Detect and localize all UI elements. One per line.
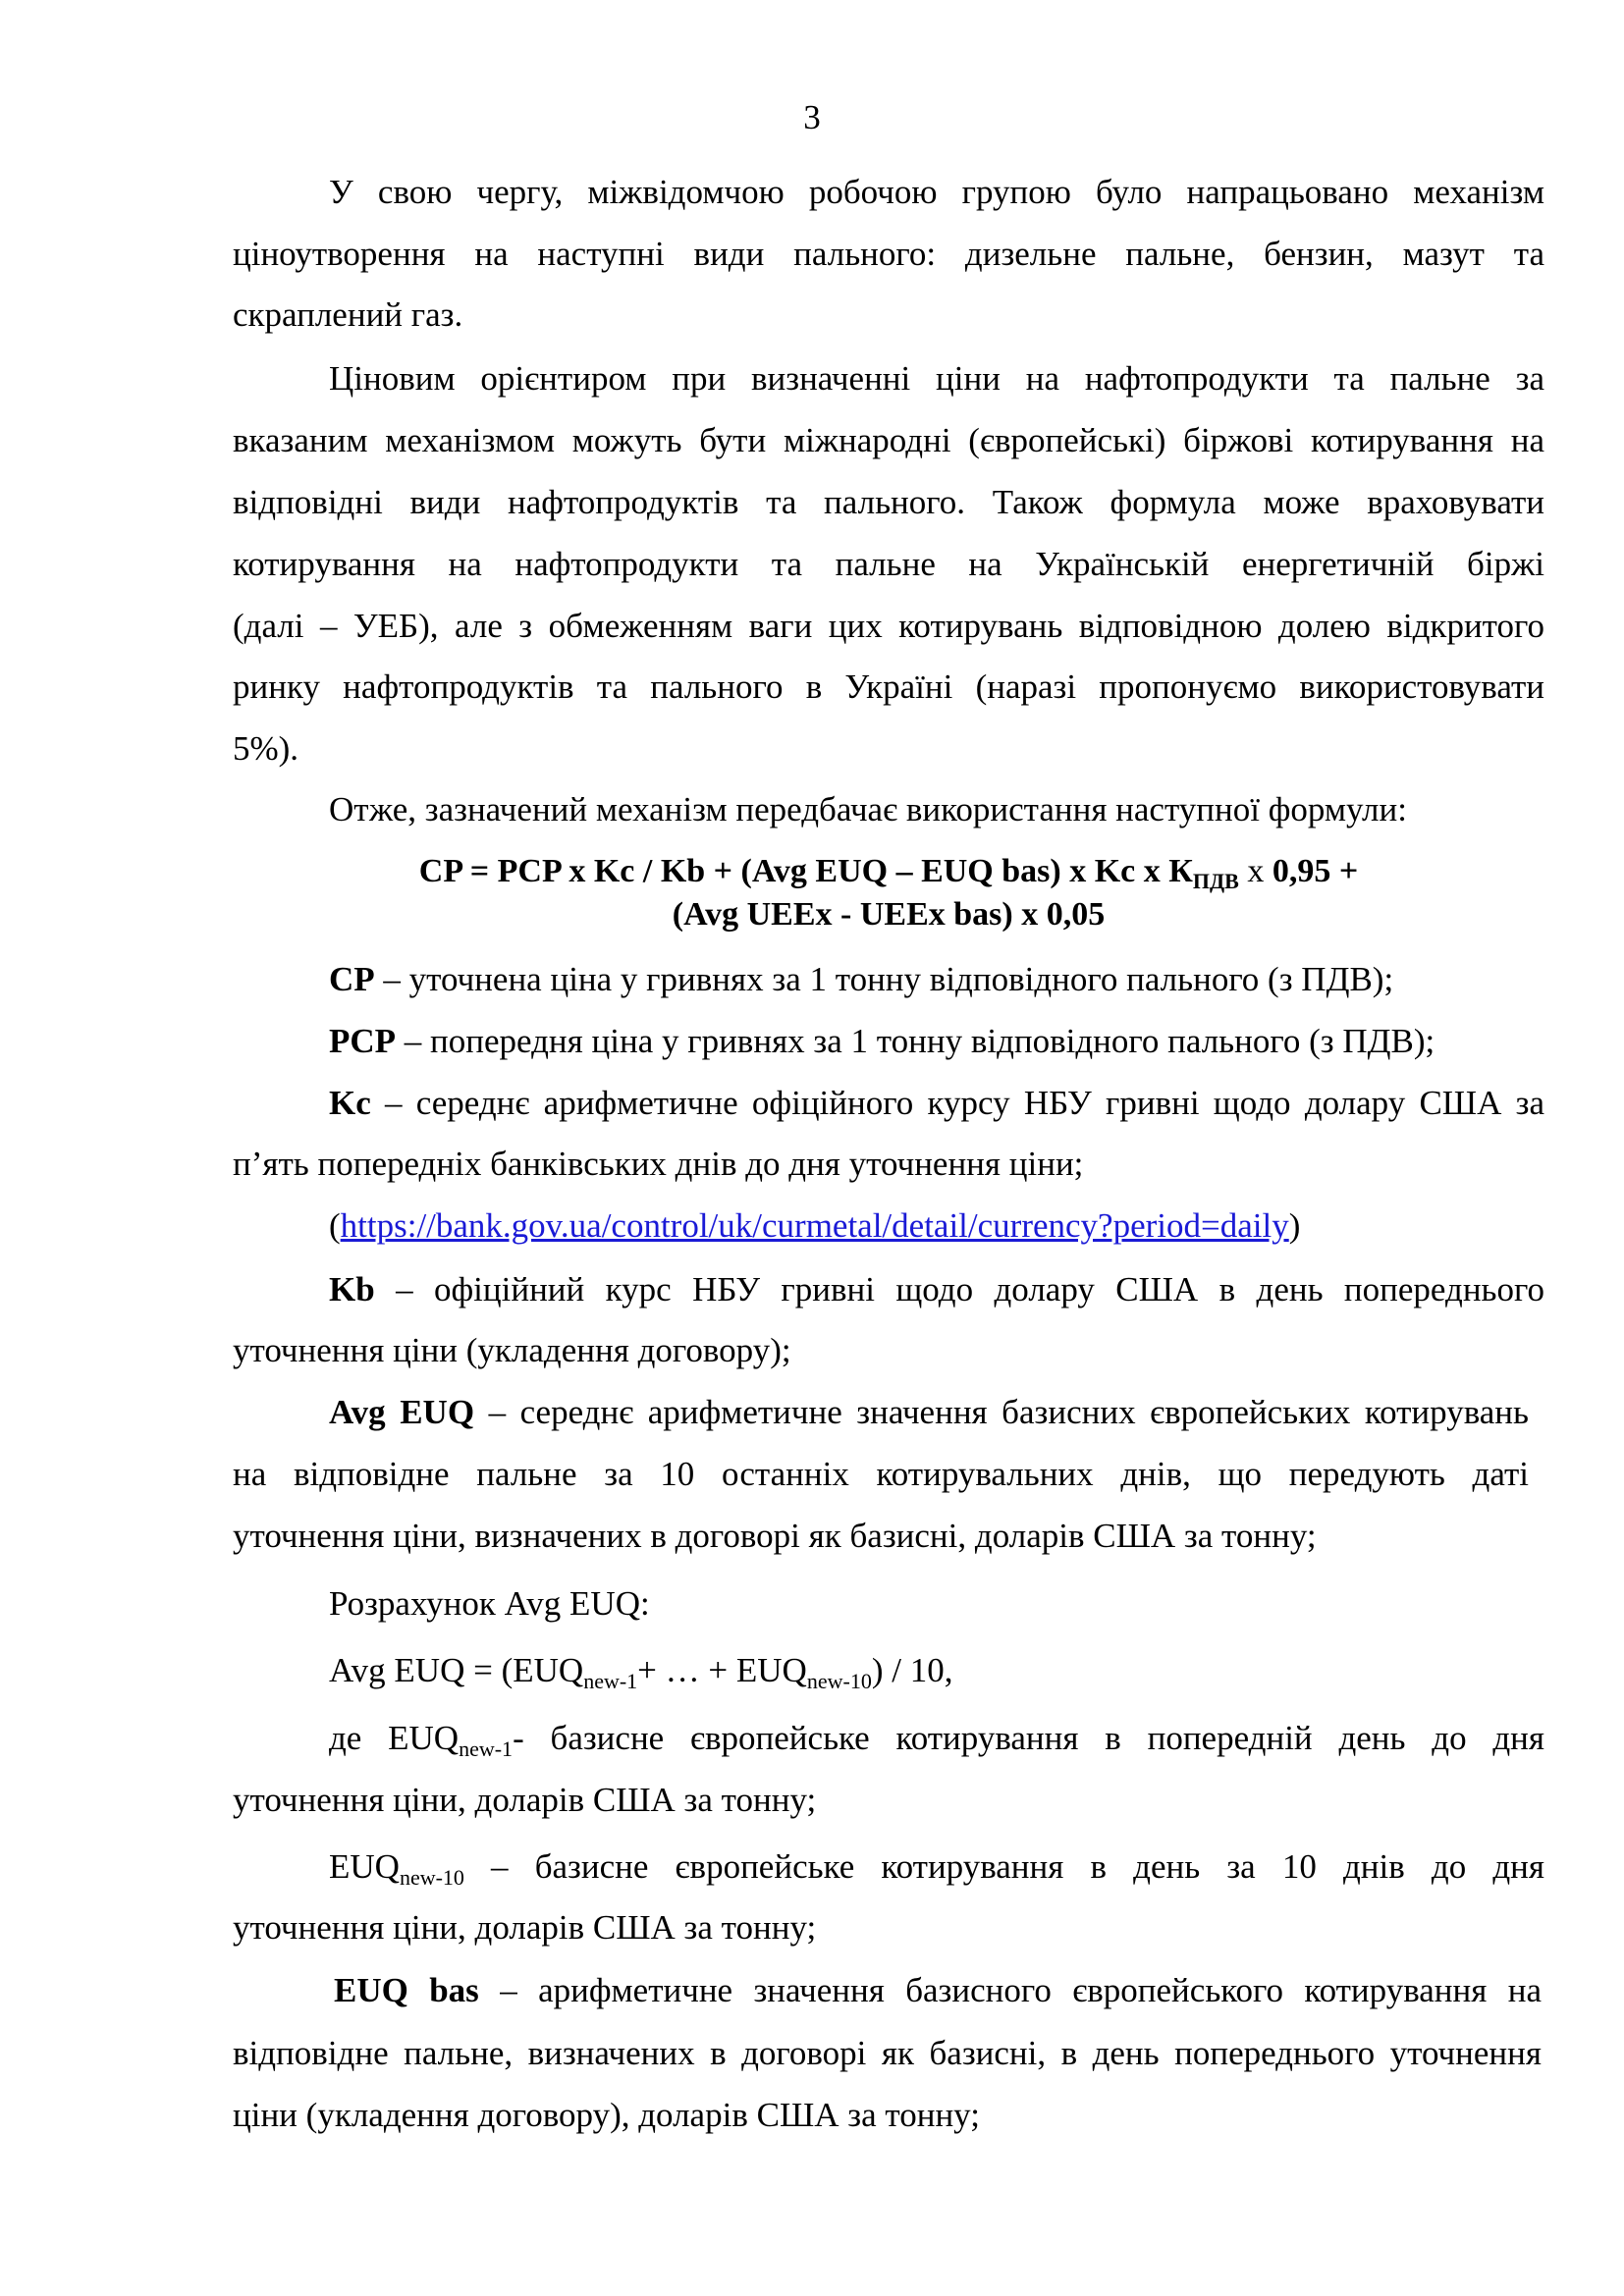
text-line: відповідні види нафтопродуктів та пального. Також формула може враховувати — [233, 483, 1544, 521]
definition-term: CP — [329, 960, 375, 998]
text-line: ціноутворення на наступні види пального: дизельне пальне, бензин, мазут та — [233, 235, 1544, 273]
definition-text: – середнє арифметичне офіційного курсу НБУ гривні щодо долару США за — [370, 1084, 1544, 1122]
definition-term: PCP — [329, 1022, 397, 1060]
text-line: п’ять попередніх банківських днів до дня уточнення ціни; — [233, 1145, 1084, 1183]
text-line: У свою чергу, міжвідомчою робочою групою було напрацьовано механізм — [329, 173, 1544, 211]
text-line: котирування на нафтопродукти та пальне на Українській енергетичній біржі — [233, 545, 1544, 583]
term-subscript: new-10 — [399, 1865, 464, 1887]
calc-equation — [329, 1651, 1544, 1693]
formula-text: x — [1238, 853, 1272, 889]
calc-heading: Розрахунок Avg EUQ: — [329, 1584, 650, 1623]
paren: ( — [329, 1206, 341, 1245]
formula-subscript: ПДВ — [1192, 869, 1239, 893]
text-line: ціни (укладення договору), доларів США за тонну; — [233, 2096, 980, 2134]
equation-text: + … + EUQ — [637, 1651, 807, 1689]
definition-text: – середнє арифметичне значення базисних європейських котирувань — [474, 1393, 1529, 1431]
formula-line-2: (Avg UEEx - UEEx bas) x 0,05 — [672, 896, 1106, 933]
text-line: відповідне пальне, визначених в договорі як базисні, в день попереднього уточнення — [233, 2034, 1542, 2072]
definition-term: Avg EUQ — [329, 1393, 475, 1431]
formula-line-1 — [233, 852, 1544, 891]
text-line: (далі – УЕБ), але з обмеженням ваги цих котирувань відповідною долею відкритого — [233, 607, 1544, 645]
term-subscript: new-1 — [459, 1736, 514, 1758]
formula-text: 0,95 + — [1272, 853, 1359, 889]
text-line: уточнення ціни (укладення договору); — [233, 1331, 791, 1369]
paren: ) — [1288, 1206, 1301, 1245]
equation-text: Avg EUQ = (EUQ — [329, 1651, 584, 1689]
text-line: уточнення ціни, доларів США за тонну; — [233, 1908, 817, 1947]
definition-text: – уточнена ціна у гривнях за 1 тонну відповідного пального (з ПДВ); — [374, 960, 1394, 998]
definition-text: – арифметичне значення базисного європейського котирування на — [478, 1971, 1542, 2009]
text-line: ринку нафтопродуктів та пального в Україні (наразі пропонуємо використовувати — [233, 667, 1544, 706]
formula-text: CP = PCP x Kc / Kb + (Avg EUQ – EUQ bas) x Kc x К — [418, 853, 1193, 889]
definition-text: – офіційний курс НБУ гривні щодо долару США в день попереднього — [374, 1270, 1544, 1308]
definition-term: EUQ — [329, 1847, 400, 1886]
page-number: 3 — [803, 98, 821, 136]
definition-term: Kc — [329, 1084, 371, 1122]
text-line — [329, 1270, 1544, 1309]
text-line — [329, 1393, 1529, 1432]
definition-text: – базисне європейське котирування в день за 10 днів до дня — [463, 1847, 1544, 1886]
text-line — [329, 1084, 1544, 1123]
equation-text: ) / 10, — [871, 1651, 953, 1689]
text-line: скраплений газ. — [233, 295, 463, 334]
text-line: 5%). — [233, 729, 299, 768]
text-line — [329, 1719, 1544, 1758]
text-line: Ціновим орієнтиром при визначенні ціни на нафтопродукти та пальне за — [329, 359, 1544, 398]
definition-pcp — [329, 1022, 1544, 1061]
text-line: на відповідне пальне за 10 останніх котирувальних днів, що передують даті — [233, 1455, 1529, 1493]
equation-subscript: new-10 — [806, 1669, 872, 1693]
link-line — [329, 1206, 1544, 1246]
text-line: уточнення ціни, доларів США за тонну; — [233, 1781, 817, 1819]
definition-term: де EUQ — [329, 1719, 460, 1757]
definition-text: – попередня ціна у гривнях за 1 тонну відповідного пального (з ПДВ); — [396, 1022, 1435, 1060]
definition-term: Kb — [329, 1270, 375, 1308]
paragraph-formula-intro: Отже, зазначений механізм передбачає використання наступної формули: — [329, 790, 1407, 828]
definition-term: EUQ bas — [334, 1971, 479, 2009]
text-line — [329, 1847, 1544, 1887]
text-line: вказаним механізмом можуть бути міжнародні (європейські) біржові котирування на — [233, 421, 1544, 459]
definition-cp — [329, 960, 1544, 999]
text-line — [334, 1971, 1542, 2010]
nbu-currency-link[interactable]: https://bank.gov.ua/control/uk/curmetal/detail/currency?period=daily — [340, 1206, 1289, 1245]
text-line: уточнення ціни, визначених в договорі як базисні, доларів США за тонну; — [233, 1517, 1317, 1555]
equation-subscript: new-1 — [583, 1669, 638, 1693]
definition-text: - базисне європейське котирування в попередній день до дня — [513, 1719, 1544, 1757]
